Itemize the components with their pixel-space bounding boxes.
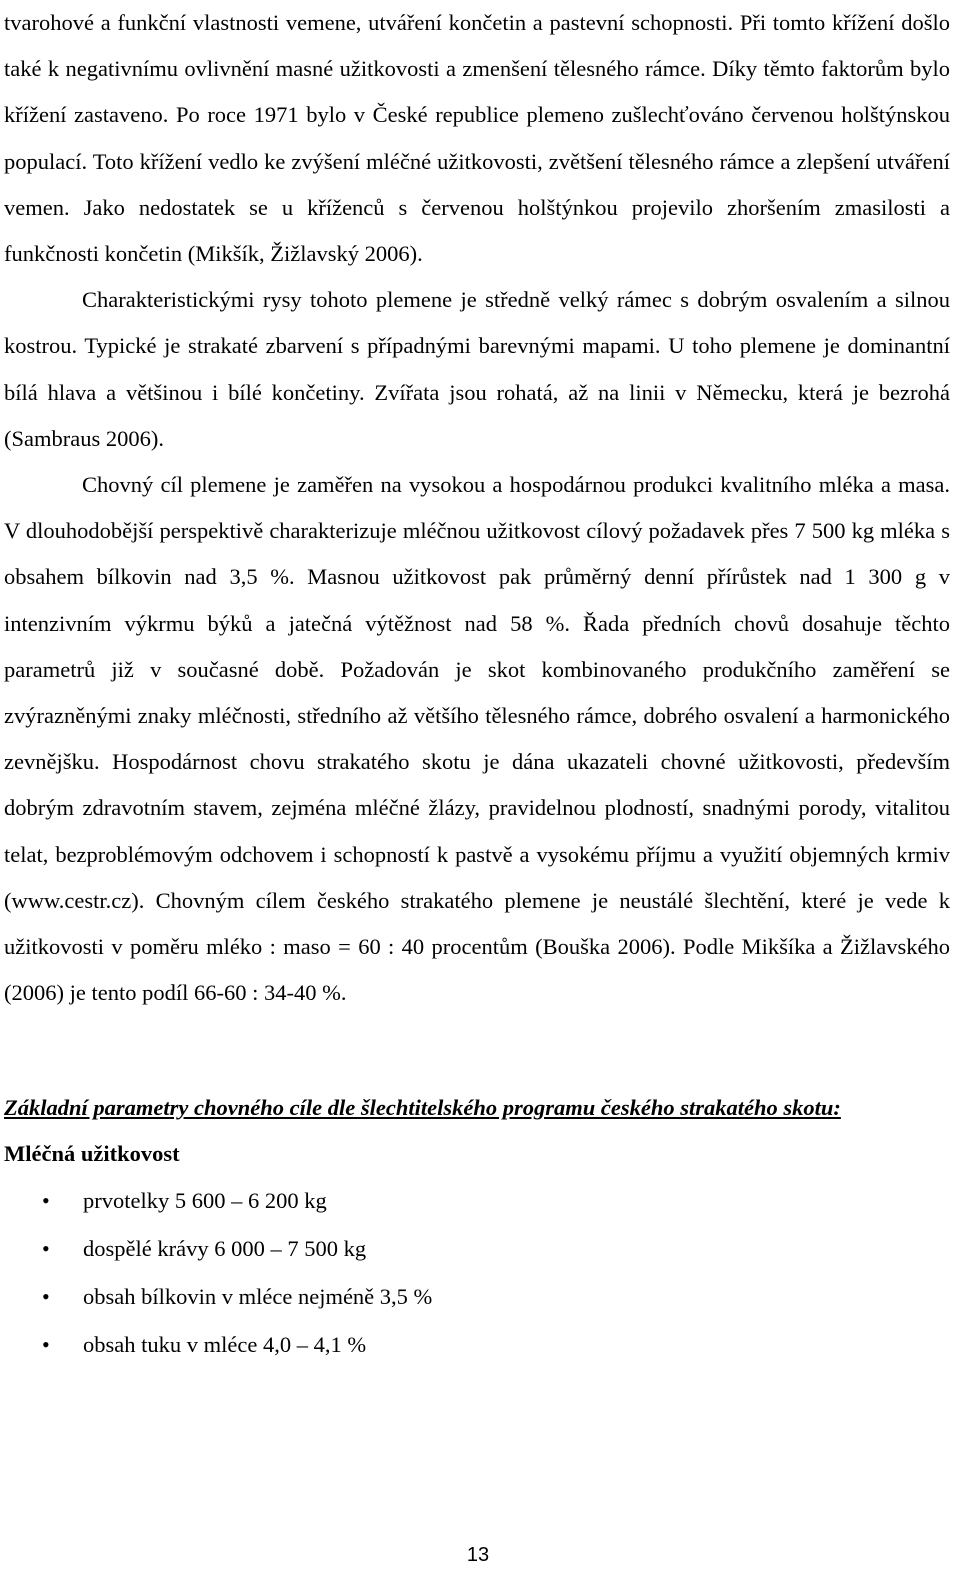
section-heading: Základní parametry chovného cíle dle šlechtitelského programu českého strakatého skotu: [4,1095,841,1121]
bullet-icon: • [42,1236,50,1262]
paragraph-breeding-goal: Chovný cíl plemene je zaměřen na vysokou a hospodárnou produkci kvalitního mléka a masa. V dlouhodobější perspektivě charakterizuje mléčnou užitkovost cílový požadavek přes 7 500 kg mléka s obsahem bílkovin nad 3,5 %. Masnou užitkovost pak průměrný denní přírůstek nad 1 300 g v intenzivním výkrmu býků a jatečná výtěžnost nad 58 %. Řada předních chovů dosahuje těchto parametrů již v současné době. Požadován je skot kombinovaného produkčního zaměření se zvýrazněnými znaky mléčnosti, středního až většího tělesného rámce, dobrého osvalení a harmonického zevnějšku. Hospodárnost chovu strakatého skotu je dána ukazateli chovné užitkovosti, především dobrým zdravotním stavem, zejména mléčné žlázy, pravidelnou plodností, snadnými porody, vitalitou telat, bezproblémovým odchovem i schopností k pastvě a vysokému příjmu a využití objemných krmiv (www.cestr.cz). Chovným cílem českého strakatého plemene je neustálé šlechtění, které je vede k užitkovosti v poměru mléko : maso = 60 : 40 procentům (Bouška 2006). Podle Mikšíka a Žižlavského (2006) je tento podíl 66-60 : 34-40 %. [4,472,950,1006]
list-item [4,1225,950,1273]
list-item-text: obsah tuku v mléce 4,0 – 4,1 % [83,1332,367,1358]
list-item-text: obsah bílkovin v mléce nejméně 3,5 % [83,1284,433,1310]
milk-yield-list [4,1177,950,1369]
paragraph-crossbreeding-history: tvarohové a funkční vlastnosti vemene, utváření končetin a pastevní schopnosti. Při tomto křížení došlo také k negativnímu ovlivnění masné užitkovosti a zmenšení tělesného rámce. Díky těmto faktorům bylo křížení zastaveno. Po roce 1971 bylo v České republice plemeno zušlechťováno červenou holštýnskou populací. Toto křížení vedlo ke zvýšení mléčné užitkovosti, zvětšení tělesného rámce a zlepšení utváření vemen. Jako nedostatek se u kříženců s červenou holštýnkou projevilo zhoršením zmasilosti a funkčnosti končetin (Mikšík, Žižlavský 2006). [4,10,950,267]
bullet-icon: • [42,1284,50,1310]
list-item-text: prvotelky 5 600 – 6 200 kg [83,1188,327,1214]
paragraph-characteristics: Charakteristickými rysy tohoto plemene je středně velký rámec s dobrým osvalením a silnou kostrou. Typické je strakaté zbarvení s případnými barevnými mapami. U toho plemene je dominantní bílá hlava a většinou i bílé končetiny. Zvířata jsou rohatá, až na linii v Německu, která je bezrohá (Sambraus 2006). [4,287,950,451]
list-item [4,1177,950,1225]
bullet-icon: • [42,1332,50,1358]
subheading-milk-yield: Mléčná užitkovost [4,1141,180,1167]
document-page [4,0,950,1369]
bullet-icon: • [42,1188,50,1214]
page-number: 13 [466,1544,490,1566]
list-item [4,1273,950,1321]
list-item [4,1321,950,1369]
list-item-text: dospělé krávy 6 000 – 7 500 kg [83,1236,367,1262]
